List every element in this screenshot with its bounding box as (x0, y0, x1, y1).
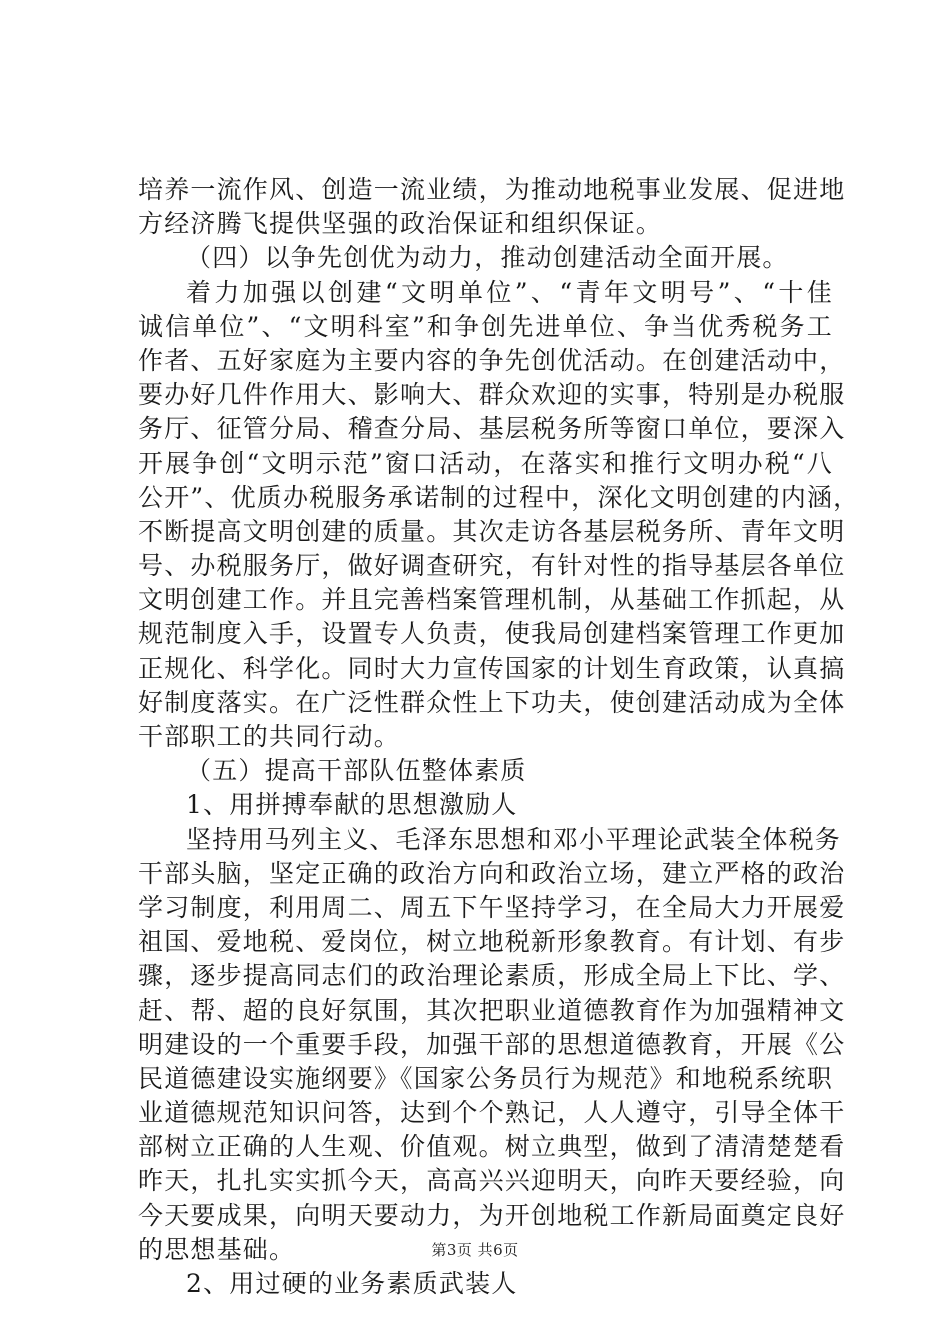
text-line: 祖国、爱地税、爱岗位，树立地税新形象教育。有计划、有步 (138, 927, 846, 957)
text-line: 1、用拼搏奉献的思想激励人 (186, 790, 518, 820)
text-line: 规范制度入手，设置专人负责，使我局创建档案管理工作更加 (138, 619, 846, 649)
text-line: 正规化、科学化。同时大力宣传国家的计划生育政策，认真搞 (138, 653, 846, 683)
text-line: 昨天，扎扎实实抓今天，高高兴兴迎明天，向昨天要经验，向 (138, 1166, 846, 1196)
page-footer: 第3页 共6页 (431, 1241, 519, 1259)
text-line: 作者、五好家庭为主要内容的争先创优活动。在创建活动中， (138, 345, 846, 375)
text-line: 诚信单位”、“文明科室”和争创先进单位、争当优秀税务工 (138, 311, 833, 341)
text-line: 学习制度，利用周二、周五下午坚持学习，在全局大力开展爱 (138, 892, 846, 922)
text-line: 着力加强以创建“文明单位”、“青年文明号”、“十佳 (186, 277, 833, 307)
text-line: 公开”、优质办税服务承诺制的过程中，深化文明创建的内涵， (138, 482, 860, 512)
text-line: 好制度落实。在广泛性群众性上下功夫，使创建活动成为全体 (138, 687, 846, 717)
text-line: 民道德建设实施纲要》《国家公务员行为规范》和地税系统职 (138, 1063, 833, 1093)
text-line: 骤，逐步提高同志们的政治理论素质，形成全局上下比、学、 (138, 961, 846, 991)
text-line: （五）提高干部队伍整体素质 (186, 756, 527, 786)
text-line: 业道德规范知识问答，达到个个熟记，人人遵守，引导全体干 (138, 1098, 846, 1128)
text-line: 坚持用马列主义、毛泽东思想和邓小平理论武装全体税务 (186, 824, 842, 854)
text-line: 干部头脑，坚定正确的政治方向和政治立场，建立严格的政治 (138, 858, 846, 888)
text-line: 的思想基础。 (138, 1234, 296, 1264)
text-line: 部树立正确的人生观、价值观。树立典型，做到了清清楚楚看 (138, 1132, 846, 1162)
text-line: 2、用过硬的业务素质武装人 (186, 1269, 518, 1298)
text-line: 不断提高文明创建的质量。其次走访各基层税务所、青年文明 (138, 516, 846, 546)
document-body (138, 173, 860, 1301)
text-line: 培养一流作风、创造一流业绩，为推动地税事业发展、促进地 (138, 175, 846, 204)
text-line: （四）以争先创优为动力，推动创建活动全面开展。 (186, 243, 789, 273)
text-line: 开展争创“文明示范”窗口活动，在落实和推行文明办税“八 (138, 448, 833, 478)
text-line: 今天要成果，向明天要动力，为开创地税工作新局面奠定良好 (138, 1200, 846, 1230)
text-line: 务厅、征管分局、稽查分局、基层税务所等窗口单位，要深入 (138, 414, 846, 444)
text-line: 赶、帮、超的良好氛围，其次把职业道德教育作为加强精神文 (138, 995, 846, 1025)
text-line: 要办好几件作用大、影响大、群众欢迎的实事，特别是办税服 (138, 380, 846, 410)
text-line: 明建设的一个重要手段，加强干部的思想道德教育，开展《公 (138, 1029, 846, 1059)
text-line: 干部职工的共同行动。 (138, 722, 401, 751)
text-line: 文明创建工作。并且完善档案管理机制，从基础工作抓起，从 (138, 585, 846, 615)
text-line: 方经济腾飞提供坚强的政治保证和组织保证。 (138, 209, 663, 239)
text-line: 号、办税服务厅，做好调查研究，有针对性的指导基层各单位 (138, 551, 846, 581)
